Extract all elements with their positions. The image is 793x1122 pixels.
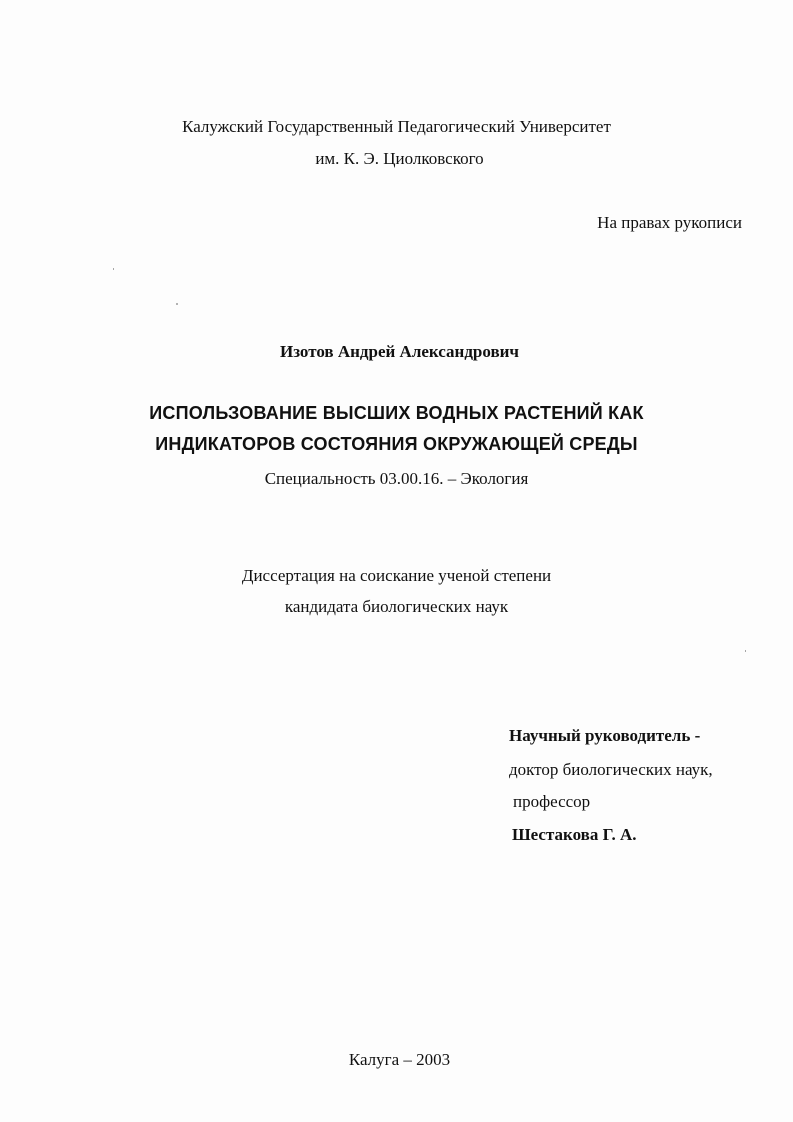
dissertation-title-line-2: ИНДИКАТОРОВ СОСТОЯНИЯ ОКРУЖАЮЩЕЙ СРЕДЫ [155, 434, 638, 454]
university-named-after: им. К. Э. Циолковского [315, 149, 484, 168]
supervisor-heading: Научный руководитель - [509, 726, 701, 745]
specialty: Специальность 03.00.16. – Экология [264, 469, 529, 488]
manuscript-note: На правах рукописи [597, 213, 742, 232]
degree-line-2: кандидата биологических наук [284, 597, 509, 616]
supervisor-degree: доктор биологических наук, [509, 760, 713, 779]
dissertation-title-line-1: ИСПОЛЬЗОВАНИЕ ВЫСШИХ ВОДНЫХ РАСТЕНИЙ КАК [149, 403, 644, 423]
supervisor-name: Шестакова Г. А. [512, 825, 637, 844]
author-name: Изотов Андрей Александрович [279, 342, 520, 361]
city-year: Калуга – 2003 [348, 1050, 451, 1069]
scan-speck [176, 303, 178, 305]
supervisor-rank: профессор [513, 792, 591, 811]
scan-speck [745, 650, 746, 652]
degree-line-1: Диссертация на соискание ученой степени [241, 566, 552, 585]
scan-speck [113, 268, 114, 270]
university-name: Калужский Государственный Педагогический Университет [182, 117, 611, 136]
